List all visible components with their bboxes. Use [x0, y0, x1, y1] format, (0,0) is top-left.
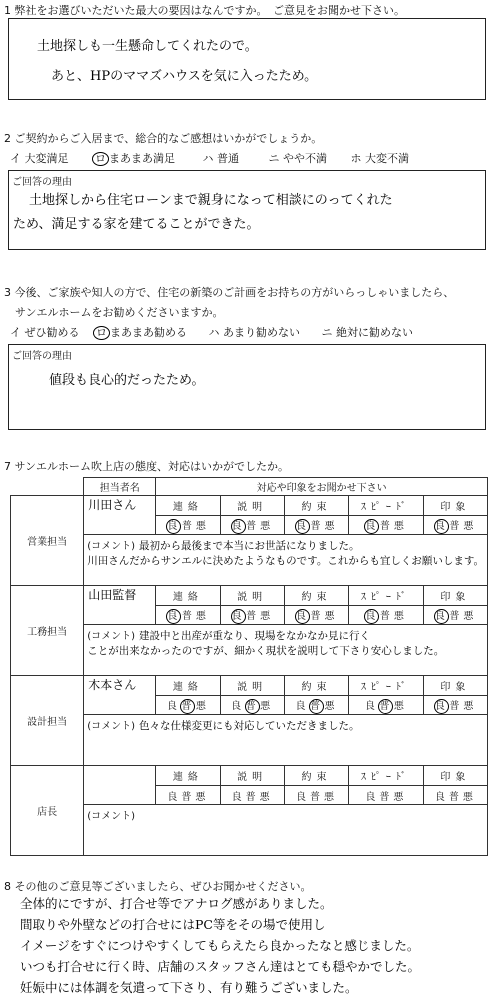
comment-cell: [84, 625, 488, 676]
role-label: 設計担当: [11, 676, 84, 766]
grade-selected[interactable]: 良: [295, 610, 309, 622]
grade-option[interactable]: 普: [379, 791, 393, 803]
header-impression: 対応や印象をお聞かせ下さい: [156, 478, 488, 496]
q8-answer-line-3: イメージをすぐにつけやすくしてもらえたら良かったなと感じました。: [20, 938, 420, 953]
grade-option[interactable]: 良: [365, 791, 379, 803]
q1-answer-line-1: 土地探しも一生懸命してくれたので。: [37, 39, 258, 54]
grade-option[interactable]: 普: [449, 700, 463, 712]
q3-reason-line-1: 値段も良心的だったため。: [49, 373, 205, 388]
category-label: 連絡: [156, 586, 220, 606]
q3-choice-ro-label: まあまあ勧める: [110, 326, 187, 339]
q1-answer-box: [8, 18, 486, 100]
q2-reason-label: ご回答の理由: [12, 177, 72, 188]
grade-options: [156, 696, 220, 715]
category-label: 連絡: [156, 496, 220, 516]
q2-choice-ho[interactable]: ホ 大変不満: [350, 152, 409, 165]
grade-option[interactable]: 普: [246, 610, 260, 622]
staff-name: 川田さん: [84, 496, 156, 535]
grade-options: [284, 516, 348, 535]
comment-cell: [84, 715, 488, 766]
grade-option[interactable]: 良: [231, 791, 245, 803]
category-label: 説明: [220, 496, 284, 516]
category-label: 説明: [220, 586, 284, 606]
q2-choice-ro-label: まあまあ満足: [109, 152, 175, 165]
grade-option[interactable]: 悪: [463, 610, 477, 622]
category-label: 印象: [423, 766, 487, 786]
grade-selected[interactable]: 良: [365, 610, 379, 622]
grade-option[interactable]: 普: [181, 520, 195, 532]
grade-options: [423, 786, 487, 805]
category-label: ｽﾋﾟｰﾄﾞ: [349, 676, 424, 696]
q2-choice-ro-circled[interactable]: ロ: [92, 152, 109, 166]
grade-option[interactable]: 悪: [195, 520, 209, 532]
grade-option[interactable]: 悪: [195, 700, 209, 712]
category-label: 約束: [284, 586, 348, 606]
grade-option[interactable]: 普: [181, 791, 195, 803]
q3-reason-box: [8, 344, 486, 430]
grade-option[interactable]: 普: [309, 791, 323, 803]
grade-selected[interactable]: 良: [231, 520, 245, 532]
q2-reason-box: [8, 170, 486, 250]
comment-cell: [84, 535, 488, 586]
grade-options: [423, 516, 487, 535]
grade-option[interactable]: 悪: [463, 520, 477, 532]
grade-option[interactable]: 悪: [393, 791, 407, 803]
grade-options: [220, 696, 284, 715]
category-label: 印象: [423, 496, 487, 516]
grade-options: [156, 786, 220, 805]
comment-label: (コメント): [87, 631, 136, 642]
grade-option[interactable]: 悪: [260, 520, 274, 532]
grade-option[interactable]: 悪: [323, 791, 337, 803]
category-label: ｽﾋﾟｰﾄﾞ: [349, 586, 424, 606]
grade-option[interactable]: 良: [434, 791, 448, 803]
grade-option[interactable]: 良: [167, 791, 181, 803]
grade-options: [284, 696, 348, 715]
q7-question: 7 サンエルホーム吹上店の態度、対応はいかがでしたか。: [4, 460, 289, 473]
grade-option[interactable]: 悪: [393, 700, 407, 712]
grade-option[interactable]: 良: [364, 700, 378, 712]
category-label: 約束: [284, 676, 348, 696]
q3-question-line-2: サンエルホームをお勧めくださいますか。: [4, 306, 224, 319]
grade-option[interactable]: 普: [448, 791, 462, 803]
grade-selected[interactable]: 良: [434, 700, 448, 712]
grade-options: [156, 606, 220, 625]
grade-option[interactable]: 悪: [393, 520, 407, 532]
grade-option[interactable]: 普: [310, 520, 324, 532]
q3-reason-label: ご回答の理由: [12, 351, 72, 362]
comment-line: 最初から最後まで本当にお世話になりました。: [139, 540, 360, 552]
comment-cell: [84, 805, 488, 856]
grade-options: [284, 606, 348, 625]
grade-option[interactable]: 普: [379, 610, 393, 622]
grade-options: [349, 786, 424, 805]
grade-option[interactable]: 悪: [259, 791, 273, 803]
q3-choices: [10, 324, 413, 340]
grade-option[interactable]: 悪: [195, 610, 209, 622]
category-label: 印象: [423, 586, 487, 606]
comment-label: (コメント): [87, 721, 136, 732]
grade-options: [220, 786, 284, 805]
comment-line: ことが出来なかったのですが、細かく現状を説明して下さり安心しました。: [87, 645, 445, 657]
q8-answer-line-4: いつも打合せに行く時、店舗のスタッフさん達はとても穏やかでした。: [20, 959, 421, 974]
header-person: 担当者名: [84, 478, 156, 496]
category-label: 約束: [284, 496, 348, 516]
q2-question: 2 ご契約からご入居まで、総合的なご感想はいかがでしょうか。: [4, 132, 323, 145]
q3-choice-i[interactable]: イ ぜひ勧める: [10, 326, 80, 339]
grade-option[interactable]: 悪: [463, 700, 477, 712]
comment-line: 川田さんだからサンエルに決めたようなものです。これからも宜しくお願いします。: [87, 555, 484, 567]
grade-selected[interactable]: 普: [379, 700, 393, 712]
grade-option[interactable]: 普: [379, 520, 393, 532]
q3-choice-ha[interactable]: ハ あまり勧めない: [208, 326, 300, 339]
category-label: 約束: [284, 766, 348, 786]
grade-selected[interactable]: 良: [231, 610, 245, 622]
q2-choice-i[interactable]: イ 大変満足: [10, 152, 69, 165]
comment-label: (コメント): [87, 811, 136, 822]
comment-line: 建設中と出産が重なり、現場をなかなか見に行く: [139, 630, 371, 642]
q2-choice-ha[interactable]: ハ 普通: [202, 152, 239, 165]
q3-question-line-1: 3 今後、ご家族や知人の方で、住宅の新築のご計画をお持ちの方がいらっしゃいましたら、: [4, 286, 455, 299]
grade-options: [349, 606, 424, 625]
staff-evaluation-table: [10, 477, 488, 856]
q8-answer-line-5: 妊娠中には体調を気遣って下さり、有り難うございました。: [20, 980, 358, 995]
grade-selected[interactable]: 良: [434, 610, 448, 622]
q8-answer-line-1: 全体的にですが、打合せ等でアナログ感がありました。: [20, 896, 333, 911]
header-empty: [11, 478, 84, 496]
grade-selected[interactable]: 良: [167, 520, 181, 532]
grade-options: [349, 516, 424, 535]
comment-line: 色々な仕様変更にも対応していただきました。: [139, 720, 360, 732]
grade-option[interactable]: 普: [449, 610, 463, 622]
grade-option[interactable]: 良: [295, 700, 309, 712]
category-label: 印象: [423, 676, 487, 696]
grade-option[interactable]: 悪: [260, 700, 274, 712]
grade-option[interactable]: 普: [310, 610, 324, 622]
category-label: 説明: [220, 676, 284, 696]
role-label: 店長: [11, 766, 84, 856]
grade-option[interactable]: 悪: [195, 791, 209, 803]
role-label: 工務担当: [11, 586, 84, 676]
grade-selected[interactable]: 普: [245, 700, 259, 712]
category-label: 連絡: [156, 676, 220, 696]
grade-options: [220, 606, 284, 625]
grade-option[interactable]: 悪: [260, 610, 274, 622]
grade-selected[interactable]: 普: [309, 700, 323, 712]
category-label: ｽﾋﾟｰﾄﾞ: [349, 496, 424, 516]
grade-option[interactable]: 普: [449, 520, 463, 532]
q2-reason-line-1: 土地探しから住宅ローンまで親身になって相談にのってくれた: [29, 193, 393, 208]
grade-selected[interactable]: 普: [181, 700, 195, 712]
grade-selected[interactable]: 良: [434, 520, 448, 532]
q1-answer-line-2: あと、HPのママズハウスを気に入ったため。: [51, 69, 318, 84]
category-label: ｽﾋﾟｰﾄﾞ: [349, 766, 424, 786]
grade-options: [423, 696, 487, 715]
grade-selected[interactable]: 良: [295, 520, 309, 532]
q8-answer: [20, 894, 490, 999]
q2-choice-ni[interactable]: ニ やや不満: [268, 152, 327, 165]
grade-option[interactable]: 普: [245, 791, 259, 803]
grade-selected[interactable]: 良: [365, 520, 379, 532]
grade-option[interactable]: 悪: [324, 520, 338, 532]
grade-option[interactable]: 良: [231, 700, 245, 712]
staff-name: 山田監督: [84, 586, 156, 625]
staff-name: [84, 766, 156, 805]
grade-options: [220, 516, 284, 535]
q1-question: 1 弊社をお選びいただいた最大の要因はなんですか。 ご意見をお聞かせ下さい。: [4, 4, 405, 17]
q3-choice-ro-circled[interactable]: ロ: [93, 326, 110, 340]
q2-choices: [10, 150, 409, 166]
staff-name: 木本さん: [84, 676, 156, 715]
grade-selected[interactable]: 良: [167, 610, 181, 622]
q8-answer-line-2: 間取りや外壁などの打合せにはPC等をその場で使用し: [20, 917, 326, 932]
category-label: 説明: [220, 766, 284, 786]
grade-option[interactable]: 悪: [393, 610, 407, 622]
grade-options: [349, 696, 424, 715]
role-label: 営業担当: [11, 496, 84, 586]
grade-options: [156, 516, 220, 535]
grade-option[interactable]: 普: [181, 610, 195, 622]
grade-option[interactable]: 良: [166, 700, 180, 712]
grade-options: [284, 786, 348, 805]
grade-option[interactable]: 悪: [324, 700, 338, 712]
q2-reason-line-2: ため、満足する家を建てることができた。: [13, 217, 260, 232]
grade-option[interactable]: 悪: [462, 791, 476, 803]
category-label: 連絡: [156, 766, 220, 786]
grade-option[interactable]: 悪: [324, 610, 338, 622]
q3-choice-ni[interactable]: ニ 絶対に勧めない: [321, 326, 413, 339]
grade-options: [423, 606, 487, 625]
comment-label: (コメント): [87, 541, 136, 552]
grade-option[interactable]: 普: [246, 520, 260, 532]
q8-question: 8 その他のご意見等ございましたら、ぜひお聞かせください。: [4, 880, 312, 893]
grade-option[interactable]: 良: [295, 791, 309, 803]
